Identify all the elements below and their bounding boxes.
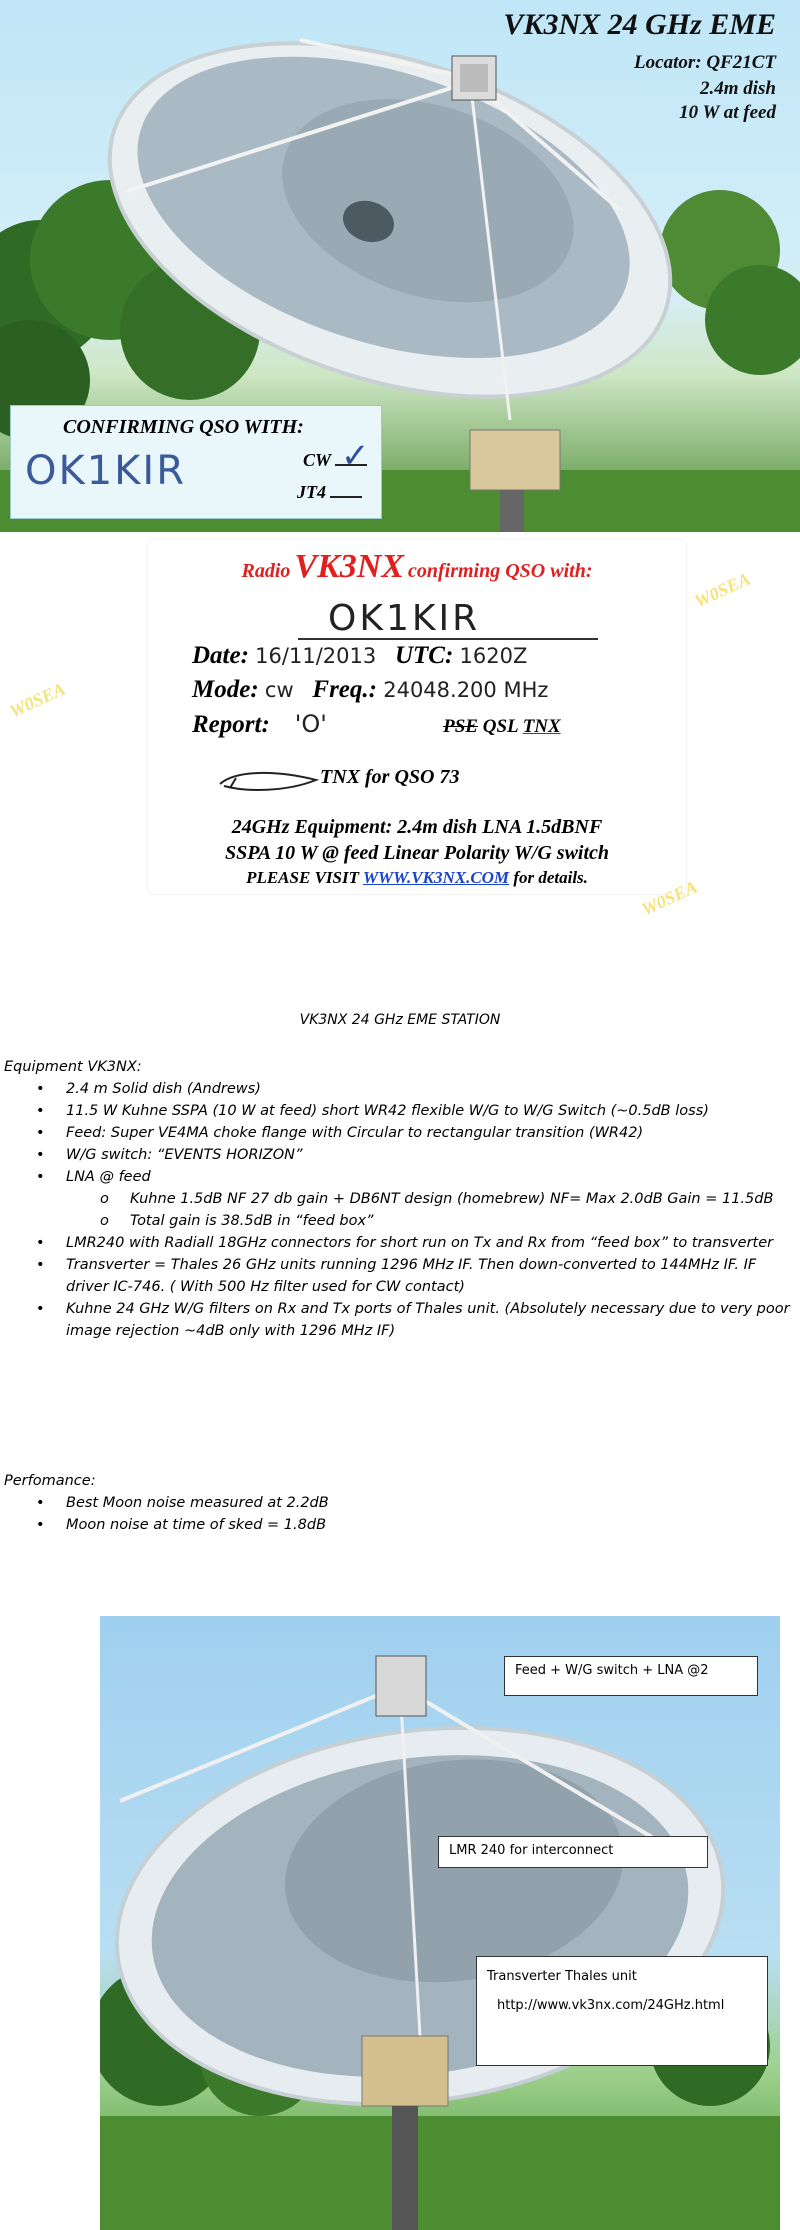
list-item: • W/G switch: “EVENTS HORIZON”: [36, 1147, 303, 1163]
pse-struck: PSE: [443, 716, 478, 737]
equipment-line-1: 24GHz Equipment: 2.4m dish LNA 1.5dBNF: [231, 816, 603, 838]
mode-jt4-blank: [330, 496, 362, 498]
performance-heading: Perfomance:: [4, 1473, 96, 1489]
qsl-heading: [148, 548, 686, 586]
confirmed-callsign: OK1KIR: [25, 448, 186, 494]
report-row: [192, 710, 561, 739]
tnx-word: TNX: [522, 716, 561, 737]
lna-sublist: [66, 1188, 796, 1232]
equipment-list: [4, 1078, 796, 1342]
date-value: 16/11/2013: [255, 644, 377, 668]
transverter-url[interactable]: http://www.vk3nx.com/24GHz.html: [497, 1998, 725, 2013]
date-label: Date:: [192, 642, 249, 669]
visit-line: [148, 868, 686, 888]
visit-prefix: PLEASE VISIT: [246, 868, 359, 887]
annotated-dish-photo: [100, 1616, 780, 2230]
signature: [216, 766, 326, 796]
mode-jt4-option: [297, 482, 362, 503]
callsign-underline: [298, 638, 598, 640]
lmr-label: LMR 240 for interconnect: [438, 1836, 708, 1868]
list-item: • Feed: Super VE4MA choke flange with Circular to rectangular transition (WR42): [36, 1125, 644, 1141]
heading-confirming: confirming QSO with:: [408, 560, 593, 582]
date-row: [192, 642, 527, 670]
performance-list: [4, 1492, 796, 1536]
feed-power-text: 10 W at feed: [679, 102, 776, 123]
checkmark-icon: ✓: [341, 437, 370, 475]
report-value: 'O': [294, 710, 327, 738]
qsl-word: QSL: [482, 716, 518, 737]
list-item: o Kuhne 1.5dB NF 27 db gain + DB6NT design (homebrew) NF= Max 2.0dB Gain = 11.5dB: [100, 1191, 774, 1207]
list-item: • LNA @ feed o Kuhne 1.5dB NF 27 db gain + DB6NT design (homebrew) NF= Max 2.0dB Gain = 11.5dB o Total gain is 38.5dB in “feed box”: [66, 1166, 796, 1232]
list-item: • Best Moon noise measured at 2.2dB: [36, 1495, 329, 1511]
dish-size-text: 2.4m dish: [699, 78, 776, 99]
feed-label: Feed + W/G switch + LNA @2: [504, 1656, 758, 1696]
confirming-qso-box: [10, 405, 382, 519]
list-item: • LMR240 with Radiall 18GHz connectors for short run on Tx and Rx from “feed box” to transverter: [36, 1235, 774, 1251]
dish-photo-2: [100, 1616, 780, 2230]
mode-jt4-label: JT4: [297, 482, 326, 502]
transverter-label: Transverter Thales unit: [487, 1969, 637, 1984]
watermark: W0SEA: [6, 678, 69, 722]
confirming-qso-title: CONFIRMING QSO WITH:: [63, 416, 304, 438]
qso-callsign: OK1KIR: [328, 598, 481, 639]
transverter-label-box: [476, 1956, 768, 2066]
equipment-heading: Equipment VK3NX:: [4, 1059, 142, 1075]
equipment-line-2: SSPA 10 W @ feed Linear Polarity W/G switch: [224, 842, 610, 864]
list-item: • Kuhne 24 GHz W/G filters on Rx and Tx ports of Thales unit. (Absolutely necessary due to very poor image rejection ~4dB only with 1296 MHz IF): [36, 1301, 790, 1339]
mode-row: [192, 676, 548, 704]
equipment-section: [4, 1056, 796, 1342]
list-item: • Moon noise at time of sked = 1.8dB: [36, 1517, 327, 1533]
mode-cw-label: CW: [303, 450, 332, 470]
freq-value: 24048.200 MHz: [383, 678, 549, 702]
locator-text: Locator: QF21CT: [634, 52, 776, 73]
heading-callsign: VK3NX: [294, 548, 404, 585]
mode-label: Mode:: [192, 676, 259, 703]
website-link[interactable]: WWW.VK3NX.COM: [362, 868, 510, 887]
card-title: VK3NX 24 GHz EME: [503, 8, 776, 41]
document-title: VK3NX 24 GHz EME STATION: [299, 1012, 501, 1028]
qsl-card-back: [6, 540, 754, 920]
watermark: W0SEA: [638, 876, 701, 920]
list-item: • 11.5 W Kuhne SSPA (10 W at feed) short WR42 flexible W/G to W/G Switch (~0.5dB loss): [36, 1103, 709, 1119]
report-label: Report:: [192, 711, 270, 738]
qsl-status: [443, 716, 561, 737]
mode-value: cw: [264, 678, 294, 702]
visit-suffix: for details.: [513, 868, 588, 887]
list-item: • 2.4 m Solid dish (Andrews): [36, 1081, 261, 1097]
heading-radio: Radio: [241, 560, 291, 582]
performance-section: [4, 1470, 796, 1536]
freq-label: Freq.:: [312, 676, 377, 703]
qsl-card-front: [0, 0, 800, 532]
utc-value: 1620Z: [459, 644, 528, 668]
watermark: W0SEA: [691, 568, 754, 612]
tnx-qso-text: TNX for QSO 73: [320, 766, 460, 788]
utc-label: UTC:: [394, 642, 454, 669]
list-item: • Transverter = Thales 26 GHz units running 1296 MHz IF. Then down-converted to 144MHz IF. IF driver IC-746. ( With 500 Hz filter used for CW contact): [36, 1257, 757, 1295]
list-item: o Total gain is 38.5dB in “feed box”: [100, 1213, 374, 1229]
